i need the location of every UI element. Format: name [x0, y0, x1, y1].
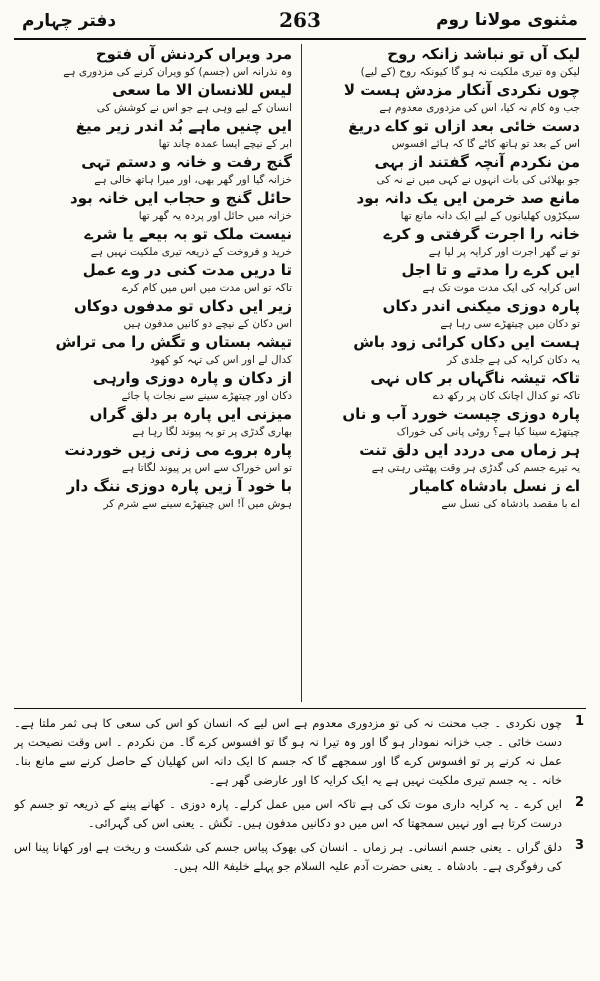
translation-line: خرید و فروخت کے ذریعہ تیری ملکیت نہیں ہے: [90, 246, 292, 258]
verse-line: حائل گنج و حجاب ایں خانہ بود: [70, 189, 292, 207]
verse-line: ہست ایں دکاں کرائی زود باش: [353, 333, 580, 351]
verse-line: میزنی ایں پارہ بر دلق گراں: [89, 405, 292, 423]
verse-line: تا دریں مدت کنی در وے عمل: [82, 261, 292, 279]
right-column: [308, 44, 580, 702]
footnote-rule: [14, 708, 586, 709]
translation-line: اس کرایہ کی ایک مدت موت تک ہے: [422, 282, 580, 294]
verse-line: اے ز نسل بادشاہ کامیار: [410, 477, 580, 495]
left-column: [20, 44, 292, 702]
translation-line: تاکہ تو کدال اچانک کان پر رکھ دے: [432, 390, 580, 402]
verse-line: نیست ملک تو بہ بیعے یا شرے: [84, 225, 292, 243]
footnote: [14, 714, 584, 790]
verse-line: خانہ را اجرت گرفتی و کرے: [383, 225, 580, 243]
footnote-number: 1: [574, 714, 584, 729]
verse-line: لیک آں تو نباشد زانکہ روح: [387, 45, 580, 63]
translation-line: ہوش میں آ! اس چیتھڑے سینے سے شرم کر: [103, 498, 292, 510]
verse-line: از دکان و پارہ دوزی وارہی: [92, 369, 292, 387]
book-title: مثنوی مولانا روم: [436, 10, 578, 30]
translation-line: اس کے بعد تو ہاتھ کاٹے گا کہ ہائے افسوس: [391, 138, 580, 150]
column-divider: [301, 44, 302, 702]
verse-line: ایں چنیں ماہے بُد اندر زیر میغ: [75, 117, 292, 135]
verse-line: زیر ایں دکاں تو مدفوں دوکاں: [73, 297, 292, 315]
verse-line: پارہ دوزی چیست خورد آب و ناں: [342, 405, 580, 423]
verse-line: مرد ویراں کردنش آں فتوح: [95, 45, 292, 63]
translation-line: ابر کے نیچے ایسا عمدہ چاند تھا: [158, 138, 292, 150]
footnotes: [14, 714, 584, 972]
translation-line: خزانہ گیا اور گھر بھی، اور میرا ہاتھ خالی ہے: [94, 174, 292, 186]
footnote-number: 3: [574, 838, 584, 853]
footnote-number: 2: [574, 795, 584, 810]
verse-line: پارہ بروے می زنی زیں خوردنت: [64, 441, 292, 459]
translation-line: کدال لے اور اس کی تہہ کو کھود: [150, 354, 292, 366]
translation-line: تاکہ تو اس مدت میں اس میں کام کرے: [121, 282, 292, 294]
verse-line: دست خائی بعد ازاں تو کاے دریغ: [348, 117, 580, 135]
verse-line: من نکردم آنچہ گفتند از بہی: [374, 153, 580, 171]
verse-columns: [20, 44, 580, 702]
footnote-text: دلق گراں ۔ یعنی جسم انسانی۔ ہر زماں ۔ انسان کی بھوک پیاس جسم کی شکست و ریخت ہے اور کھانا پینا اس کی رفوگری ہے۔ بادشاہ ۔ یعنی حضرت آدم علیہ السلام جو پہلے خلیفۃ اللہ ہیں۔: [14, 840, 562, 873]
translation-line: جو بھلائی کی بات انہوں نے کہی میں نے نہ کی: [376, 174, 580, 186]
footnote: [14, 795, 584, 833]
translation-line: بھاری گدڑی پر تو یہ پیوند لگا رہا ہے: [132, 426, 292, 438]
footnote: [14, 838, 584, 876]
translation-line: سیکڑوں کھلیانوں کے لیے ایک دانہ مانع تھا: [400, 210, 580, 222]
footnote-text: چوں نکردی ۔ جب محنت نہ کی تو مزدوری معدوم ہے اس لیے کہ انسان کو اس کی سعی کا ہی ثمر ملتا ہے۔ دست خائی ۔ جب خزانہ نمودار ہو گا اور وہ تیرا نہ ہو گا تو افسوس کرے گا۔ من نکردم ۔ اس وقت نصیحت پر عمل نہ کرنے پر تو افسوس کرے گا اور سمجھے گا کہ جسم کا ایک دانہ اس کھلیان کے حاصل کرنے سے مانع بنا۔ خانہ ۔ یہ جسم تیری ملکیت نہیں ہے یہ ایک کرایہ کا اور عارضی گھر ہے۔: [14, 716, 562, 787]
footnote-text: ایں کرے ۔ یہ کرایہ داری موت تک کی ہے تاکہ اس میں عمل کرلے۔ پارہ دوزی ۔ کھانے پینے کے ذریعہ تو جسم کو درست کرتا ہے اور نہیں سمجھتا کہ اس میں دو دکانیں مدفون ہیں۔ تگش ۔ یعنی اس کی گہرائی۔: [14, 797, 562, 830]
translation-line: یہ تیرے جسم کی گدڑی ہر وقت پھٹتی رہتی ہے: [371, 462, 580, 474]
translation-line: یہ دکان کرایہ کی ہے جلدی کر: [446, 354, 580, 366]
volume-label: دفتر چہارم: [22, 11, 117, 31]
translation-line: خزانہ میں حائل اور پردہ یہ گھر تھا: [138, 210, 292, 222]
translation-line: جب وہ کام نہ کیا، اس کی مزدوری معدوم ہے: [379, 102, 580, 114]
verse-line: تاکہ تیشہ ناگہاں بر کاں نہی: [370, 369, 580, 387]
verse-line: ایں کرے را مدتے و تا اجل: [401, 261, 580, 279]
page-header: [14, 6, 586, 38]
verse-line: گنج رفت و خانہ و دستم تہی: [81, 153, 292, 171]
translation-line: وہ نذرانہ اس (جسم) کو ویران کرنے کی مزدوری ہے: [63, 66, 292, 78]
verse-line: با خود آ زیں پارہ دوزی ننگ دار: [66, 477, 292, 495]
verse-line: پارہ دوزی میکنی اندر دکاں: [382, 297, 580, 315]
verse-line: چوں نکردی آنکار مزدش ہست لا: [343, 81, 580, 99]
verse-line: تیشہ بستاں و تگش را می تراش: [55, 333, 292, 351]
translation-line: تو اس خوراک سے اس پر پیوند لگاتا ہے: [121, 462, 292, 474]
translation-line: اے با مقصد بادشاہ کی نسل سے: [441, 498, 580, 510]
translation-line: انسان کے لیے وہی ہے جو اس نے کوشش کی: [96, 102, 292, 114]
verse-line: لیس للانسان الا ما سعی: [112, 81, 292, 99]
page-number: 263: [279, 8, 321, 32]
verse-line: مانع صد خرمن ایں یک دانہ بود: [356, 189, 580, 207]
translation-line: تو دکان میں چیتھڑے سی رہا ہے: [440, 318, 580, 330]
translation-line: چیتھڑے سینا کیا ہے؟ روٹی پانی کی خوراک: [396, 426, 580, 438]
translation-line: دکان اور چیتھڑے سینے سے نجات پا جائے: [121, 390, 292, 402]
header-rule: [14, 38, 586, 40]
translation-line: لیکن وہ تیری ملکیت نہ ہو گا کیونکہ روح (کے لیے): [360, 66, 580, 78]
verse-line: ہر زماں می دردد ایں دلق تنت: [359, 441, 580, 459]
translation-line: اس دکان کے نیچے دو کانیں مدفون ہیں: [123, 318, 292, 330]
translation-line: تو نے گھر اجرت اور کرایہ پر لیا ہے: [428, 246, 580, 258]
